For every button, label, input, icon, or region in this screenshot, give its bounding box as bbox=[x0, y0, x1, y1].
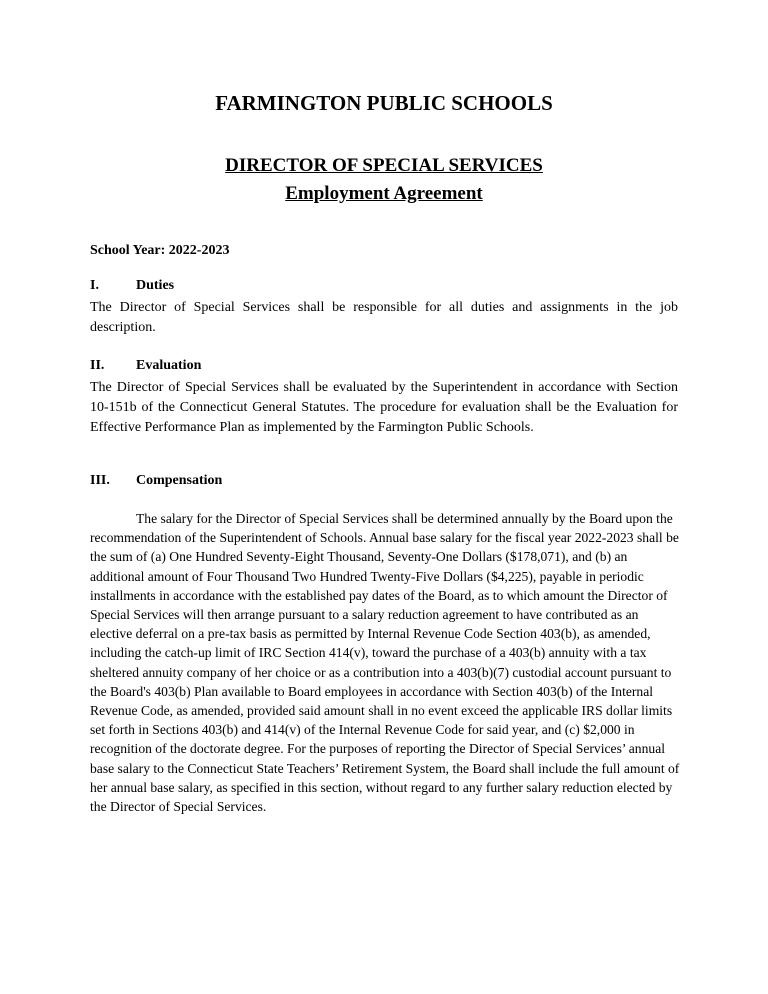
agreement-title: Employment Agreement bbox=[285, 183, 483, 204]
section-body-compensation: The salary for the Director of Special Services shall be determined annually by the Board upon the recommendation of the Superintendent of Schools. Annual base salary for the fiscal year 2022-2023 shall be the sum of (a) One Hundred Seventy-Eight Thousand, Seventy-One Dollars ($178,071), and (b) an additional amount of Four Thousand Two Hundred Twenty-Five Dollars ($4,225), payable in periodic installments in accordance with the established pay dates of the Board, as to which amount the Director of Special Services will then arrange pursuant to a salary reduction agreement to have contributed as an elective deferral on a pre-tax basis as permitted by Internal Revenue Code Section 403(b), as amended, including the catch-up limit of IRC Section 414(v), toward the purchase of a 403(b) annuity with a tax sheltered annuity company of her choice or as a contribution into a 403(b)(7) custodial account pursuant to the Board's 403(b) Plan available to Board employees in accordance with Section 403(b) of the Internal Revenue Code, as amended, provided said amount shall in no event exceed the applicable IRS dollar limits set forth in Sections 403(b) and 414(v) of the Internal Revenue Code for said year, and (c) $2,000 in recognition of the doctorate degree. For the purposes of reporting the Director of Special Services’ annual base salary to the Connecticut State Teachers’ Retirement System, the Board shall include the full amount of her annual base salary, as specified in this section, without regard to any further salary reduction elected by the Director of Special Services. bbox=[90, 511, 680, 815]
section-number: III. bbox=[90, 473, 110, 488]
section-heading-evaluation bbox=[90, 358, 201, 374]
section-number: I. bbox=[90, 278, 99, 293]
section-heading-duties bbox=[90, 278, 174, 294]
section-heading-compensation bbox=[90, 473, 222, 489]
position-title: DIRECTOR OF SPECIAL SERVICES bbox=[225, 155, 543, 176]
section-number: II. bbox=[90, 358, 105, 373]
section-heading-text: Compensation bbox=[136, 473, 223, 488]
section-heading-text: Evaluation bbox=[136, 358, 202, 373]
section-body-duties: The Director of Special Services shall be responsible for all duties and assignments in the job description. bbox=[90, 300, 678, 335]
school-year: School Year: 2022-2023 bbox=[90, 243, 230, 258]
org-title: FARMINGTON PUBLIC SCHOOLS bbox=[215, 91, 553, 115]
section-body-evaluation: The Director of Special Services shall be evaluated by the Superintendent in accordance with Section 10-151b of the Connecticut General Statutes. The procedure for evaluation shall be the Evaluation for Effective Performance Plan as implemented by the Farmington Public Schools. bbox=[90, 380, 678, 435]
section-heading-text: Duties bbox=[136, 278, 175, 293]
